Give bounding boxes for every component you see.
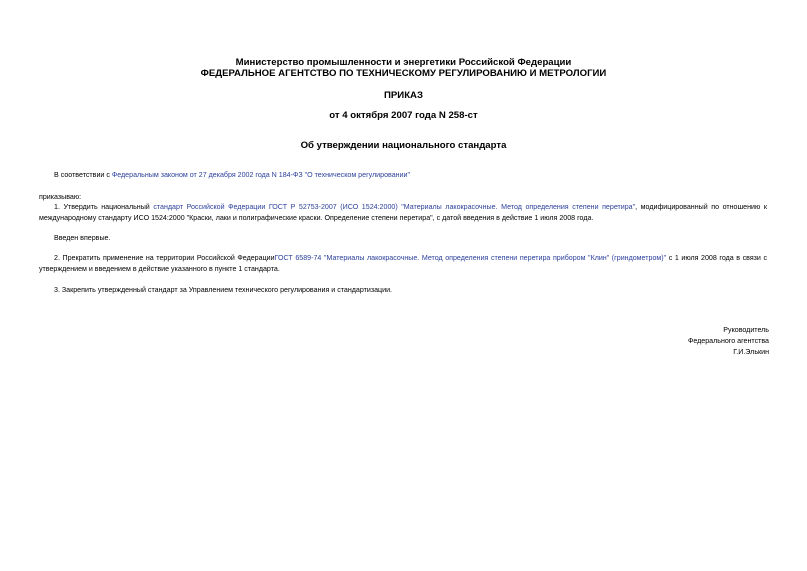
document-type: ПРИКАЗ [384, 90, 423, 101]
gost-r-52753-link[interactable]: стандарт Российской Федерации ГОСТ Р 52753-2007 (ИСО 1524:2000) "Материалы лакокрасочные. Метод определения степени перетира" [153, 203, 636, 211]
item-2-paragraph [39, 253, 767, 274]
item-1-paragraph [39, 202, 767, 223]
agency-title: ФЕДЕРАЛЬНОЕ АГЕНТСТВО ПО ТЕХНИЧЕСКОМУ РЕГУЛИРОВАНИЮ И МЕТРОЛОГИИ [200, 68, 607, 79]
first-time-note: Введен впервые. [54, 234, 111, 242]
signature-name: Г.И.Элькин [733, 348, 769, 356]
ministry-title: Министерство промышленности и энергетики Российской Федерации [235, 57, 572, 68]
signature-position-line2: Федерального агентства [687, 337, 769, 345]
document-subject: Об утверждении национального стандарта [300, 140, 507, 151]
intro-paragraph [54, 170, 774, 181]
item-2-suffix: с 1 июля 2008 года в связи с утверждением и введением в действие указанного в пункте 1 стандарта. [39, 254, 768, 273]
gost-6589-link[interactable]: ГОСТ 6589-74 "Материалы лакокрасочные. Метод определения степени перетира прибором "Клин" (гриндометром)" [274, 254, 667, 262]
item-2-prefix: 2. Прекратить применение на территории Российской Федерации [54, 254, 275, 262]
signature-position-line1: Руководитель [723, 326, 769, 334]
item-1-suffix: , модифицированный по отношению к международному стандарту ИСО 1524:2000 "Краски, лаки и полиграфические краски. Определение степени перетира", с датой введения в действие 1 июля 2008 года. [39, 203, 767, 222]
order-word: приказываю: [39, 193, 82, 201]
item-3-paragraph: 3. Закрепить утвержденный стандарт за Управлением технического регулирования и стандартизации. [54, 286, 393, 294]
intro-prefix: В соответствии с [54, 171, 112, 179]
item-1-prefix: 1. Утвердить национальный [54, 203, 154, 211]
federal-law-link[interactable]: Федеральным законом от 27 декабря 2002 года N 184-ФЗ "О техническом регулировании" [111, 171, 411, 179]
document-date-number: от 4 октября 2007 года N 258-ст [329, 110, 478, 121]
